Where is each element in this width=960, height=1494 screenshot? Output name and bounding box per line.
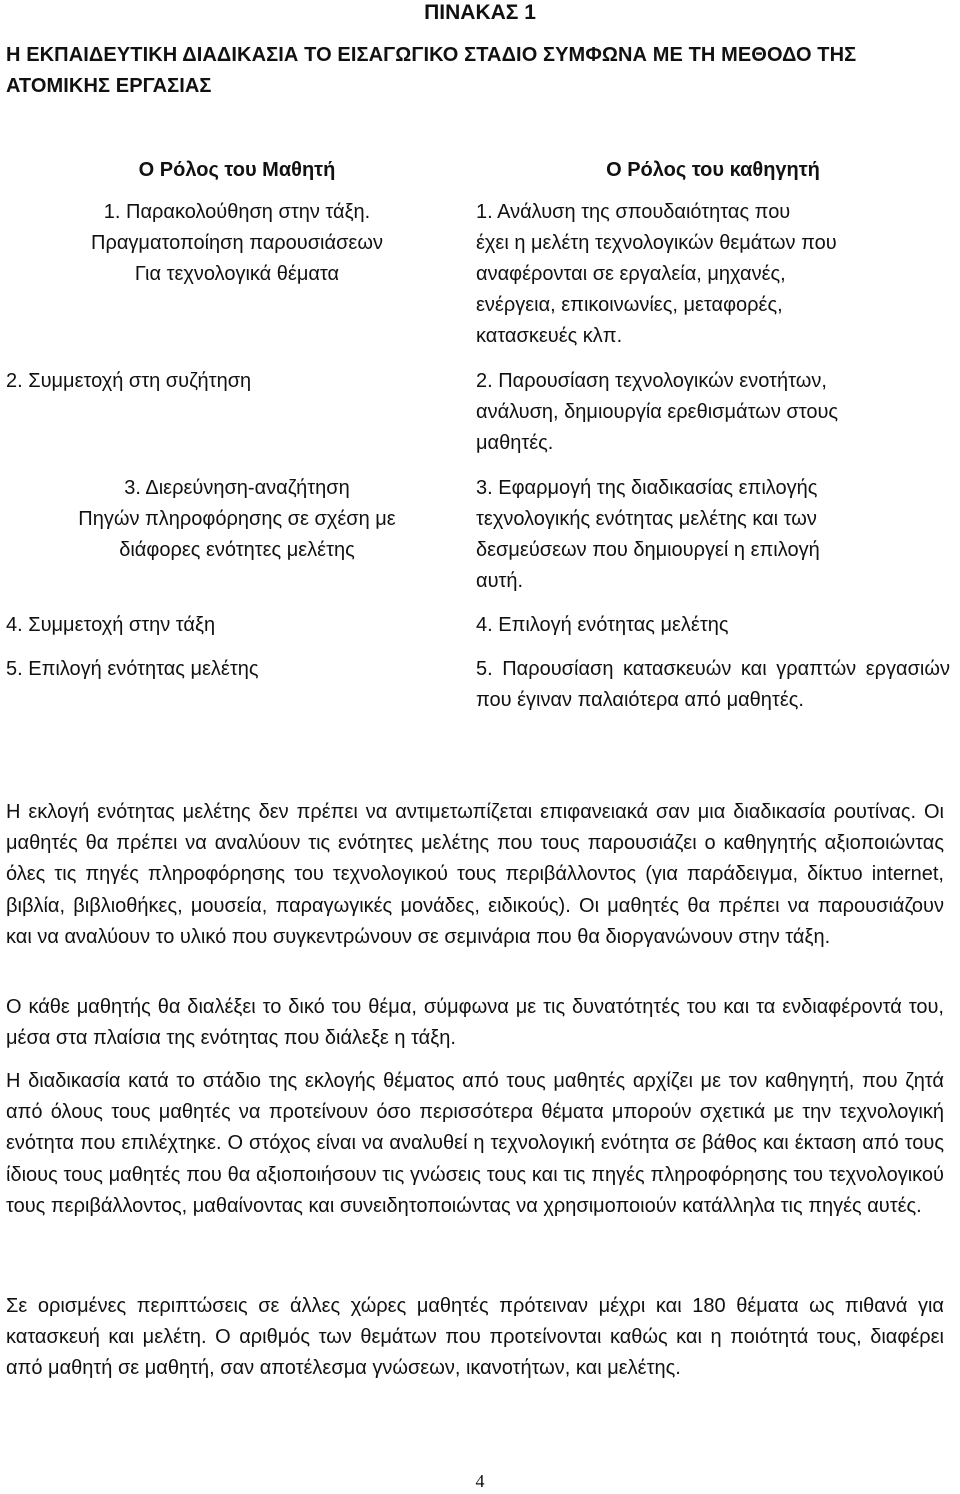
student-role-cell: 4. Συμμετοχή στην τάξη (6, 614, 216, 636)
body-paragraph: Ο κάθε μαθητής θα διαλέξει το δικό του θέμα, σύμφωνα με τις δυνατότητές του και τα ενδιαφέροντά του, μέσα στα πλαίσια της ενότητας που διάλεξε η τάξη. (6, 996, 944, 1050)
document-subtitle: Η ΕΚΠΑΙΔΕΥΤΙΚΗ ΔΙΑΔΙΚΑΣΙΑ ΤΟ ΕΙΣΑΓΩΓΙΚΟ ΣΤΑΔΙΟ ΣΥΜΦΩΝΑ ΜΕ ΤΗ ΜΕΘΟΔΟ ΤΗΣ ΑΤΟΜΙΚΗΣ ΕΡΓΑΣΙΑΣ (6, 44, 857, 97)
teacher-role-cell: 3. Εφαρμογή της διαδικασίας επιλογής τεχνολογικής ενότητας μελέτης και των δεσμεύσεων που δημιουργεί η επιλογή αυτή. (476, 477, 820, 592)
header-teacher-role: Ο Ρόλος του καθηγητή (606, 159, 820, 181)
roles-table (6, 155, 950, 754)
body-paragraph: Σε ορισμένες περιπτώσεις σε άλλες χώρες μαθητές πρότειναν μέχρι και 180 θέματα ως πιθανά για κατασκευή και μελέτη. Ο αριθμός των θεμάτων που προτείνονται καθώς και η ποιότητά τους, διαφέρει από μαθητή σε μαθητή, σαν αποτέλεσμα γνώσεων, ικανοτήτων, και μελέτης. (6, 1295, 944, 1380)
teacher-role-cell: 4. Επιλογή ενότητας μελέτης (476, 614, 729, 636)
table-row (6, 197, 950, 366)
page-number: 4 (475, 1471, 485, 1491)
body-paragraph: Η εκλογή ενότητας μελέτης δεν πρέπει να αντιμετωπίζεται επιφανειακά σαν μια διαδικασία ρουτίνας. Οι μαθητές θα πρέπει να αναλύουν τις ενότητες μελέτης που τους παρουσιάζει ο καθηγητής αξιοποιώντας όλες τις πηγές πληροφόρησης του τεχνολογικού τους περιβάλλοντος (για παράδειγμα, δίκτυο internet, βιβλία, βιβλιοθήκες, μουσεία, παραγωγικές μονάδες, ειδικούς). Οι μαθητές θα πρέπει να παρουσιάζουν και να αναλύουν το υλικό που συγκεντρώνουν σε σεμινάρια που θα διοργανώνουν στην τάξη. (6, 801, 944, 948)
header-student-role: Ο Ρόλος του Μαθητή (138, 159, 336, 181)
table-row (6, 610, 950, 654)
body-paragraph: Η διαδικασία κατά το στάδιο της εκλογής θέματος από τους μαθητές αρχίζει με τον καθηγητή, που ζητά από όλους τους μαθητές να προτείνουν όσο περισσότερα θέματα μπορούν σχετικά με την τεχνολογική ενότητα που επιλέχτηκε. Ο στόχος είναι να αναλυθεί η τεχνολογική ενότητα σε βάθος και έκταση από τους ίδιους τους μαθητές που θα αξιοποιήσουν τις γνώσεις τους και τις πηγές πληροφόρησης του τεχνολογικού τους περιβάλλοντος, μαθαίνοντας και συνειδητοποιώντας να χρησιμοποιούν κατάλληλα τις πηγές αυτές. (6, 1070, 944, 1217)
student-role-cell: 1. Παρακολούθηση στην τάξη. Πραγματοποίηση παρουσιάσεων Για τεχνολογικά θέματα (91, 201, 383, 285)
teacher-role-cell: 1. Ανάλυση της σπουδαιότητας που έχει η μελέτη τεχνολογικών θεμάτων που αναφέρονται σε εργαλεία, μηχανές, ενέργεια, επικοινωνίες, μεταφορές, κατασκευές κλπ. (476, 201, 837, 347)
table-row (6, 654, 950, 754)
student-role-cell: 3. Διερεύνηση-αναζήτηση Πηγών πληροφόρησης σε σχέση με διάφορες ενότητες μελέτης (78, 477, 396, 561)
student-role-cell: 2. Συμμετοχή στη συζήτηση (6, 370, 252, 392)
teacher-role-cell: 5. Παρουσίαση κατασκευών και γραπτών εργασιών που έγιναν παλαιότερα από μαθητές. (476, 658, 950, 711)
student-role-cell: 5. Επιλογή ενότητας μελέτης (6, 658, 259, 680)
table-header-row (6, 155, 950, 197)
table-row (6, 366, 950, 473)
table-row (6, 473, 950, 610)
teacher-role-cell: 2. Παρουσίαση τεχνολογικών ενοτήτων, ανάλυση, δημιουργία ερεθισμάτων στους μαθητές. (476, 370, 839, 454)
table-caption: ΠΙΝΑΚΑΣ 1 (424, 1, 536, 24)
